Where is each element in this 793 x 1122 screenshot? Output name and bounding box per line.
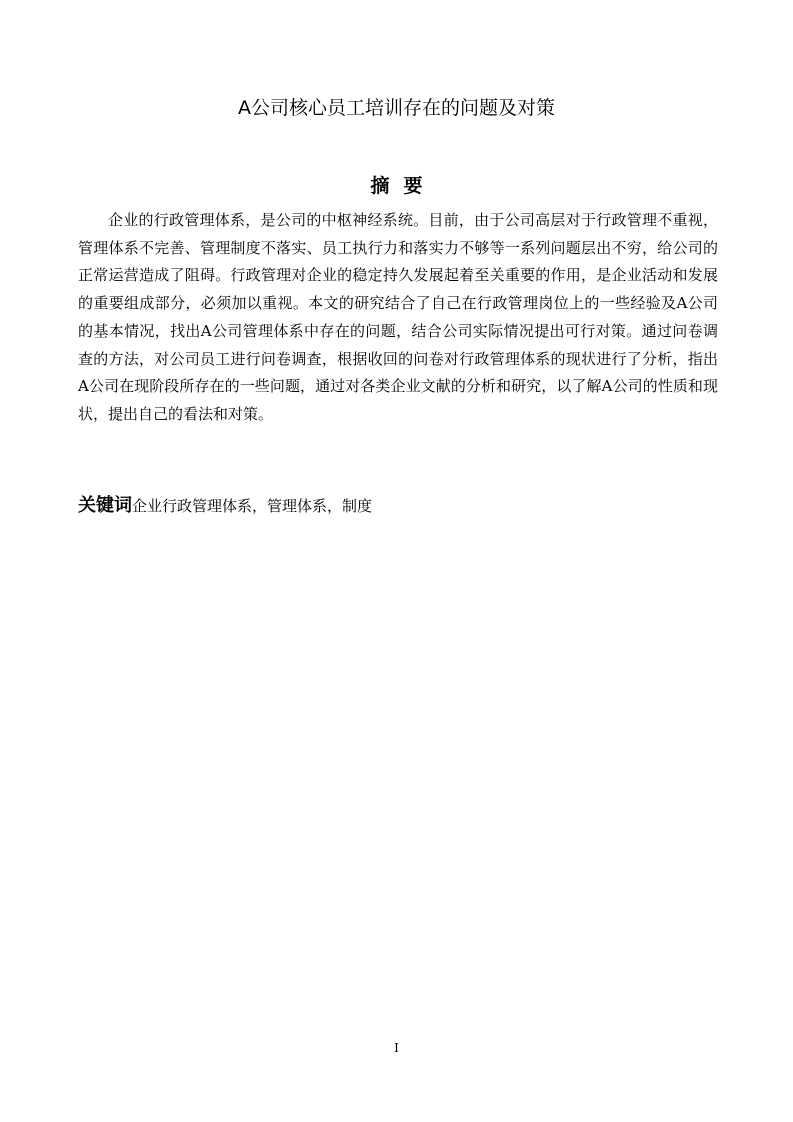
abstract-body: 企业的行政管理体系，是公司的中枢神经系统。目前，由于公司高层对于行政管理不重视，管理体系不完善、管理制度不落实、员工执行力和落实力不够等一系列问题层出不穷，给公司的正常运营造成了阻碍。行政管理对企业的稳定持久发展起着至关重要的作用，是企业活动和发展的重要组成部分，必须加以重视。本文的研究结合了自己在行政管理岗位上的一些经验及A公司的基本情况，找出A公司管理体系中存在的问题，结合公司实际情况提出可行对策。通过问卷调查的方法，对公司员工进行问卷调查，根据收回的问卷对行政管理体系的现状进行了分析，指出A公司在现阶段所存在的一些问题，通过对各类企业文献的分析和研究，以了解A公司的性质和现状，提出自己的看法和对策。	[78, 211, 718, 423]
document-title: A公司核心员工培训存在的问题及对策	[238, 97, 555, 119]
keywords-line	[78, 493, 718, 519]
keywords-label: 关键词	[78, 495, 132, 516]
abstract-heading: 摘要	[370, 175, 437, 197]
keywords-text: 企业行政管理体系，管理体系，制度	[132, 497, 373, 515]
page-number: I	[394, 1041, 399, 1055]
